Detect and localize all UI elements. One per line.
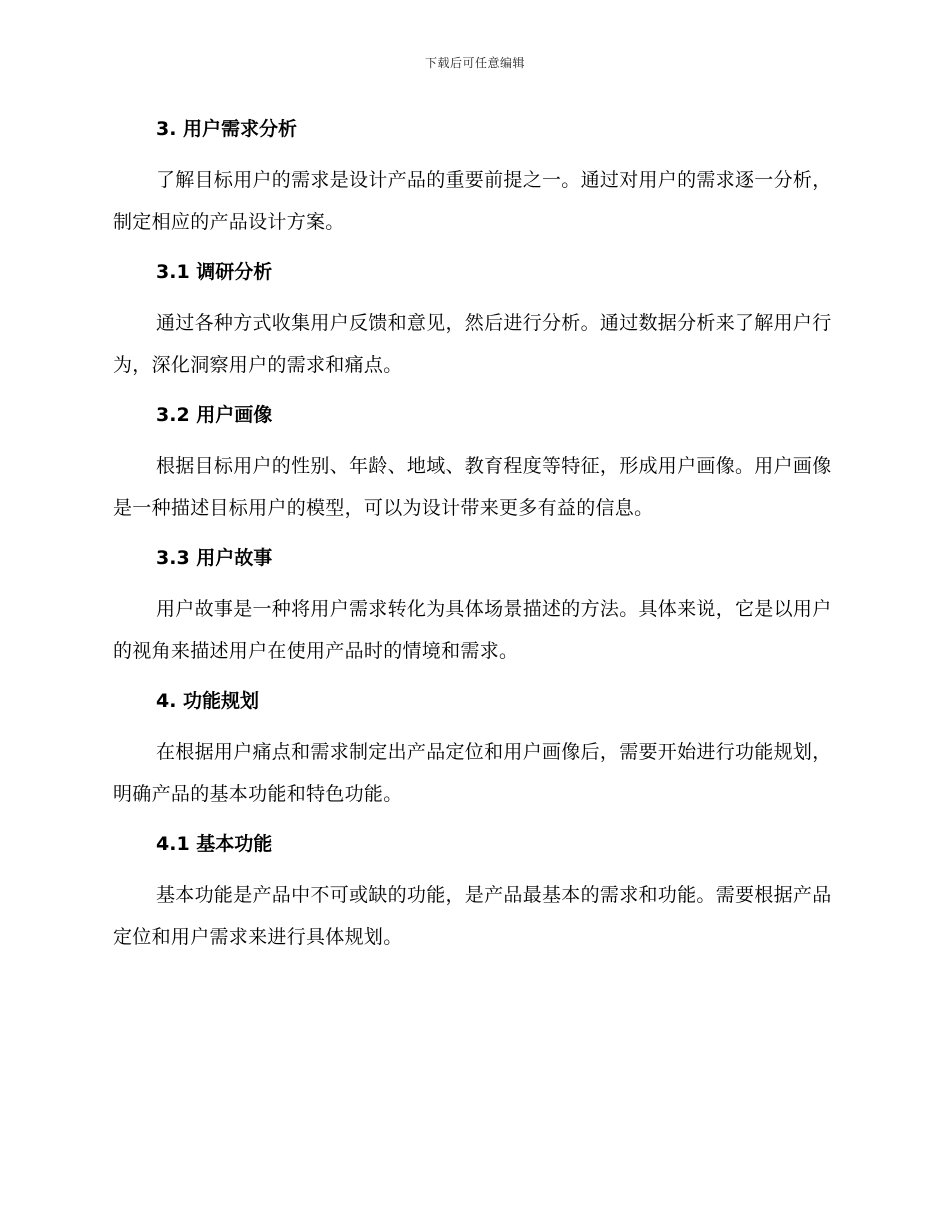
section-paragraph: 了解目标用户的需求是设计产品的重要前提之一。通过对用户的需求逐一分析，制定相应的产品设计方案。 — [113, 169, 832, 233]
section-heading: 3. 用户需求分析 — [156, 118, 298, 140]
section-heading: 3.2 用户画像 — [156, 404, 273, 426]
document-body — [113, 112, 833, 958]
header-note: 下载后可任意编辑 — [424, 56, 525, 70]
section-paragraph: 用户故事是一种将用户需求转化为具体场景描述的方法。具体来说，它是以用户的视角来描述用户在使用产品时的情境和需求。 — [113, 598, 832, 662]
section-heading: 3.3 用户故事 — [156, 547, 273, 569]
section-heading: 4. 功能规划 — [156, 690, 260, 712]
section-paragraph: 在根据用户痛点和需求制定出产品定位和用户画像后，需要开始进行功能规划，明确产品的基本功能和特色功能。 — [113, 741, 832, 805]
section-heading: 3.1 调研分析 — [156, 261, 273, 283]
section-paragraph: 基本功能是产品中不可或缺的功能，是产品最基本的需求和功能。需要根据产品定位和用户需求来进行具体规划。 — [113, 884, 832, 948]
section-paragraph: 根据目标用户的性别、年龄、地域、教育程度等特征，形成用户画像。用户画像是一种描述目标用户的模型，可以为设计带来更多有益的信息。 — [113, 455, 832, 519]
section-heading: 4.1 基本功能 — [156, 833, 273, 855]
section-paragraph: 通过各种方式收集用户反馈和意见，然后进行分析。通过数据分析来了解用户行为，深化洞察用户的需求和痛点。 — [113, 312, 832, 376]
